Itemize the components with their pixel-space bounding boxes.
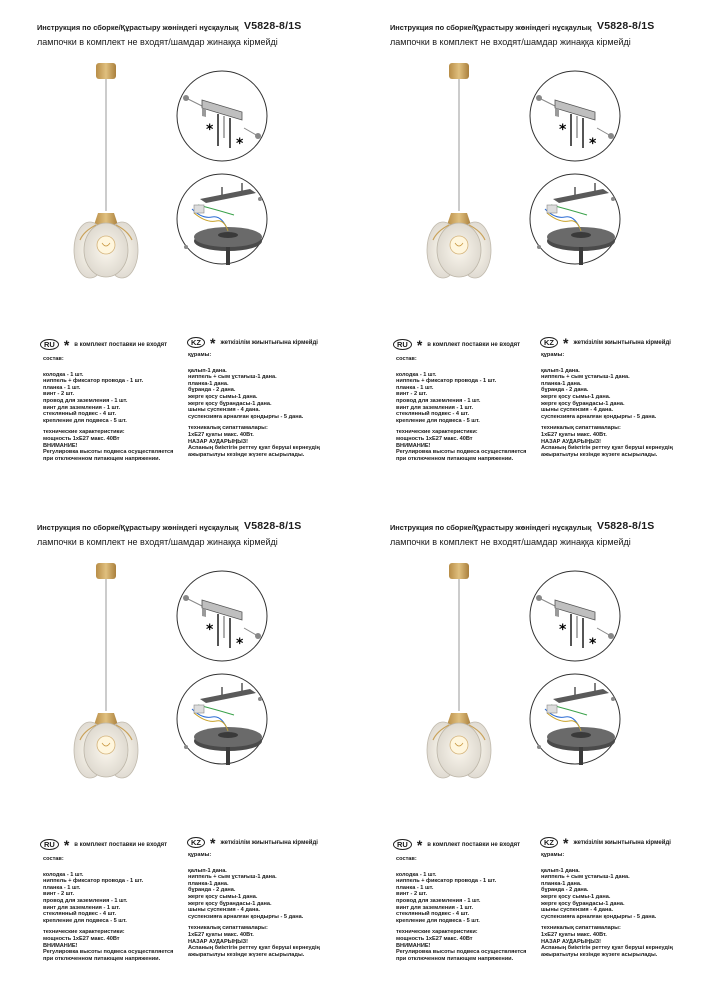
svg-text:*: * — [589, 136, 597, 152]
kz-item: ниппель + сым ұстағыш-1 дана. — [188, 374, 277, 381]
svg-text:*: * — [589, 636, 597, 652]
canopy-wiring-diagram — [172, 169, 272, 269]
ru-language-badge: RU — [393, 339, 412, 350]
kz-item: жерге қосу сымы-1 дана. — [188, 393, 258, 400]
kz-warning-line: Аспаның биіктігін реттеу қуат беруші кернеудің — [541, 945, 673, 952]
kz-text-column — [188, 352, 320, 458]
kz-item: бұранда - 2 дана. — [188, 387, 236, 394]
kz-tech-value: 1хЕ27 қуаты макс. 40Вт. — [541, 431, 607, 438]
kz-warning-title: НАЗАР АУДАРЫҢЫЗ! — [188, 438, 249, 445]
asterisk-icon: * — [210, 834, 216, 851]
kz-language-badge: KZ — [187, 337, 205, 348]
kz-item: бұранда - 2 дана. — [541, 387, 589, 394]
kz-badge-row — [187, 334, 318, 351]
ru-item: ниппель + фиксатор провода - 1 шт. — [396, 878, 497, 885]
pendant-lamp-illustration — [413, 555, 503, 780]
kz-item: жерге қосу сымы-1 дана. — [188, 893, 258, 900]
ru-item: крепление для подвеса - 5 шт. — [43, 417, 127, 424]
ru-item: крепление для подвеса - 5 шт. — [396, 417, 480, 424]
kz-text-column — [541, 852, 673, 958]
ru-tech-value: мощность 1хЕ27 макс. 40Вт — [396, 935, 473, 942]
ru-item: стеклянный подвес - 4 шт. — [396, 911, 470, 918]
instruction-title: Инструкция по сборке/Құрастыру жөніндегі нұсқаулық — [390, 23, 592, 32]
kz-warning-line: ажыратылуы кезінде жүзеге асырылады. — [188, 451, 305, 458]
kz-language-badge: KZ — [540, 337, 558, 348]
ru-warning-title: ВНИМАНИЕ! — [43, 442, 78, 449]
canopy-wiring-diagram — [525, 169, 625, 269]
ru-language-badge: RU — [40, 839, 59, 850]
asterisk-icon: * — [63, 336, 70, 353]
ru-item: винт для заземления - 1 шт. — [396, 404, 474, 411]
ru-item: винт - 2 шт. — [396, 891, 428, 898]
ru-warning-line: при отключенном питающем напряжении. — [43, 955, 161, 962]
ru-tech-label: технические характеристики: — [396, 429, 478, 436]
kz-item: ниппель + сым ұстағыш-1 дана. — [541, 874, 630, 881]
ru-badge-row — [393, 836, 521, 853]
kz-item: қалып-1 дана. — [188, 367, 227, 374]
ru-tech-value: мощность 1хЕ27 макс. 40Вт — [43, 935, 120, 942]
instruction-panel — [353, 500, 706, 1000]
ru-badge-row — [40, 336, 168, 353]
kz-item: суспензияға арналған қондырғы - 5 дана. — [541, 913, 657, 920]
ru-item: крепление для подвеса - 5 шт. — [43, 917, 127, 924]
kz-tech-label: техникалық сипаттамалары: — [188, 425, 268, 432]
ru-item: винт для заземления - 1 шт. — [396, 904, 474, 911]
kz-item: шыны суспензия - 4 дана. — [188, 907, 261, 914]
ru-warning-title: ВНИМАНИЕ! — [43, 942, 78, 949]
ru-asterisk-note: в комплект поставки не входят — [427, 341, 521, 348]
asterisk-icon: * — [563, 334, 569, 351]
kz-badge-row — [187, 834, 318, 851]
kz-item: планка-1 дана. — [541, 380, 582, 387]
ru-item: стеклянный подвес - 4 шт. — [43, 411, 117, 418]
kz-item: қалып-1 дана. — [541, 367, 580, 374]
ru-contents-label: состав: — [43, 356, 64, 362]
ru-tech-value: мощность 1хЕ27 макс. 40Вт — [43, 435, 120, 442]
ru-item: винт - 2 шт. — [43, 891, 75, 898]
asterisk-icon: * — [210, 334, 216, 351]
kz-warning-line: Аспаның биіктігін реттеу қуат беруші кернеудің — [541, 445, 673, 452]
kz-tech-value: 1хЕ27 қуаты макс. 40Вт. — [541, 931, 607, 938]
kz-item: бұранда - 2 дана. — [188, 887, 236, 894]
ru-text-column — [43, 356, 173, 462]
ru-item: ниппель + фиксатор провода - 1 шт. — [396, 378, 497, 385]
kz-item: ниппель + сым ұстағыш-1 дана. — [541, 374, 630, 381]
ru-item: планка - 1 шт. — [396, 384, 434, 391]
kz-item: планка-1 дана. — [188, 380, 229, 387]
kz-item: шыны суспензия - 4 дана. — [541, 407, 614, 414]
ru-badge-row — [393, 336, 521, 353]
mounting-bracket-diagram — [172, 66, 272, 166]
ru-item: провод для заземления - 1 шт. — [396, 897, 481, 904]
kz-warning-line: Аспаның биіктігін реттеу қуат беруші кернеудің — [188, 445, 320, 452]
kz-item: суспензияға арналған қондырғы - 5 дана. — [188, 413, 304, 420]
svg-text:*: * — [559, 622, 567, 638]
ru-language-badge: RU — [40, 339, 59, 350]
asterisk-icon: * — [63, 836, 70, 853]
ru-language-badge: RU — [393, 839, 412, 850]
asterisk-icon: * — [563, 834, 569, 851]
kz-text-column — [541, 352, 673, 458]
instruction-title: Инструкция по сборке/Құрастыру жөніндегі нұсқаулық — [390, 523, 592, 532]
model-number: V5828-8/1S — [244, 20, 302, 32]
ru-contents-label: состав: — [396, 856, 417, 862]
ru-warning-line: Регулировка высоты подвеса осуществляется — [396, 449, 527, 456]
kz-item: планка-1 дана. — [188, 880, 229, 887]
pendant-lamp-illustration — [60, 55, 150, 280]
kz-item: жерге қосу сымы-1 дана. — [541, 893, 611, 900]
ru-item: колодка - 1 шт. — [43, 871, 84, 878]
svg-text:*: * — [559, 122, 567, 138]
mounting-bracket-diagram — [172, 566, 272, 666]
pendant-lamp-illustration — [413, 55, 503, 280]
ru-item: винт для заземления - 1 шт. — [43, 404, 121, 411]
kz-contents-label: құрамы: — [188, 352, 212, 358]
kz-tech-label: техникалық сипаттамалары: — [541, 425, 621, 432]
instruction-panel — [0, 500, 353, 1000]
ru-tech-value: мощность 1хЕ27 макс. 40Вт — [396, 435, 473, 442]
ru-asterisk-note: в комплект поставки не входят — [427, 841, 521, 848]
kz-warning-title: НАЗАР АУДАРЫҢЫЗ! — [541, 938, 602, 945]
kz-item: жерге қосу бұрандасы-1 дана. — [188, 400, 272, 407]
ru-warning-line: при отключенном питающем напряжении. — [396, 955, 514, 962]
ru-tech-label: технические характеристики: — [43, 429, 125, 436]
kz-tech-value: 1хЕ27 қуаты макс. 40Вт. — [188, 431, 254, 438]
kz-item: суспензияға арналған қондырғы - 5 дана. — [188, 913, 304, 920]
kz-tech-label: техникалық сипаттамалары: — [541, 925, 621, 932]
ru-warning-line: при отключенном питающем напряжении. — [43, 455, 161, 462]
ru-item: провод для заземления - 1 шт. — [396, 397, 481, 404]
kz-contents-label: құрамы: — [188, 852, 212, 858]
ru-item: колодка - 1 шт. — [396, 371, 437, 378]
kz-text-column — [188, 852, 320, 958]
instruction-panel — [0, 0, 353, 500]
svg-text:*: * — [206, 122, 214, 138]
bulb-note: лампочки в комплект не входят/шамдар жинаққа кірмейді — [37, 537, 278, 547]
mounting-bracket-diagram — [525, 566, 625, 666]
ru-text-column — [43, 856, 173, 962]
bulb-note: лампочки в комплект не входят/шамдар жинаққа кірмейді — [37, 37, 278, 47]
kz-asterisk-note: жеткізілім жиынтығына кірмейді — [220, 839, 318, 846]
ru-text-column — [396, 856, 526, 962]
instruction-panel — [353, 0, 706, 500]
ru-warning-title: ВНИМАНИЕ! — [396, 442, 431, 449]
ru-badge-row — [40, 836, 168, 853]
ru-item: стеклянный подвес - 4 шт. — [43, 911, 117, 918]
kz-warning-line: ажыратылуы кезінде жүзеге асырылады. — [188, 951, 305, 958]
pendant-lamp-illustration — [60, 555, 150, 780]
kz-asterisk-note: жеткізілім жиынтығына кірмейді — [220, 339, 318, 346]
ru-warning-line: Регулировка высоты подвеса осуществляется — [43, 949, 174, 956]
model-number: V5828-8/1S — [244, 520, 302, 532]
svg-text:*: * — [206, 622, 214, 638]
kz-contents-label: құрамы: — [541, 852, 565, 858]
ru-asterisk-note: в комплект поставки не входят — [74, 841, 168, 848]
kz-item: жерге қосу бұрандасы-1 дана. — [188, 900, 272, 907]
ru-item: винт - 2 шт. — [43, 391, 75, 398]
ru-text-column — [396, 356, 526, 462]
kz-language-badge: KZ — [187, 837, 205, 848]
kz-item: шыны суспензия - 4 дана. — [541, 907, 614, 914]
kz-asterisk-note: жеткізілім жиынтығына кірмейді — [573, 839, 671, 846]
kz-item: планка-1 дана. — [541, 880, 582, 887]
ru-warning-line: Регулировка высоты подвеса осуществляется — [396, 949, 527, 956]
kz-badge-row — [540, 334, 671, 351]
kz-badge-row — [540, 834, 671, 851]
ru-item: крепление для подвеса - 5 шт. — [396, 917, 480, 924]
ru-item: планка - 1 шт. — [43, 884, 81, 891]
kz-contents-label: құрамы: — [541, 352, 565, 358]
ru-item: ниппель + фиксатор провода - 1 шт. — [43, 878, 144, 885]
model-number: V5828-8/1S — [597, 20, 655, 32]
kz-warning-line: Аспаның биіктігін реттеу қуат беруші кернеудің — [188, 945, 320, 952]
asterisk-icon: * — [416, 836, 423, 853]
ru-warning-line: при отключенном питающем напряжении. — [396, 455, 514, 462]
bulb-note: лампочки в комплект не входят/шамдар жинаққа кірмейді — [390, 537, 631, 547]
kz-warning-title: НАЗАР АУДАРЫҢЫЗ! — [188, 938, 249, 945]
kz-tech-value: 1хЕ27 қуаты макс. 40Вт. — [188, 931, 254, 938]
kz-item: ниппель + сым ұстағыш-1 дана. — [188, 874, 277, 881]
kz-item: қалып-1 дана. — [541, 867, 580, 874]
kz-item: бұранда - 2 дана. — [541, 887, 589, 894]
instruction-title: Инструкция по сборке/Құрастыру жөніндегі нұсқаулық — [37, 523, 239, 532]
kz-item: шыны суспензия - 4 дана. — [188, 407, 261, 414]
ru-item: винт - 2 шт. — [396, 391, 428, 398]
svg-text:*: * — [236, 136, 244, 152]
instruction-title: Инструкция по сборке/Құрастыру жөніндегі нұсқаулық — [37, 23, 239, 32]
ru-item: провод для заземления - 1 шт. — [43, 897, 128, 904]
canopy-wiring-diagram — [525, 669, 625, 769]
svg-text:*: * — [236, 636, 244, 652]
kz-warning-line: ажыратылуы кезінде жүзеге асырылады. — [541, 951, 658, 958]
ru-item: ниппель + фиксатор провода - 1 шт. — [43, 378, 144, 385]
kz-warning-line: ажыратылуы кезінде жүзеге асырылады. — [541, 451, 658, 458]
kz-language-badge: KZ — [540, 837, 558, 848]
asterisk-icon: * — [416, 336, 423, 353]
mounting-bracket-diagram — [525, 66, 625, 166]
canopy-wiring-diagram — [172, 669, 272, 769]
ru-contents-label: состав: — [396, 356, 417, 362]
kz-asterisk-note: жеткізілім жиынтығына кірмейді — [573, 339, 671, 346]
ru-tech-label: технические характеристики: — [43, 929, 125, 936]
ru-item: колодка - 1 шт. — [396, 871, 437, 878]
ru-item: винт для заземления - 1 шт. — [43, 904, 121, 911]
ru-warning-title: ВНИМАНИЕ! — [396, 942, 431, 949]
kz-item: жерге қосу сымы-1 дана. — [541, 393, 611, 400]
kz-item: қалып-1 дана. — [188, 867, 227, 874]
ru-item: колодка - 1 шт. — [43, 371, 84, 378]
ru-tech-label: технические характеристики: — [396, 929, 478, 936]
ru-asterisk-note: в комплект поставки не входят — [74, 341, 168, 348]
kz-warning-title: НАЗАР АУДАРЫҢЫЗ! — [541, 438, 602, 445]
bulb-note: лампочки в комплект не входят/шамдар жинаққа кірмейді — [390, 37, 631, 47]
model-number: V5828-8/1S — [597, 520, 655, 532]
kz-item: суспензияға арналған қондырғы - 5 дана. — [541, 413, 657, 420]
kz-tech-label: техникалық сипаттамалары: — [188, 925, 268, 932]
kz-item: жерге қосу бұрандасы-1 дана. — [541, 400, 625, 407]
ru-item: планка - 1 шт. — [43, 384, 81, 391]
ru-item: планка - 1 шт. — [396, 884, 434, 891]
kz-item: жерге қосу бұрандасы-1 дана. — [541, 900, 625, 907]
ru-item: провод для заземления - 1 шт. — [43, 397, 128, 404]
ru-contents-label: состав: — [43, 856, 64, 862]
ru-warning-line: Регулировка высоты подвеса осуществляется — [43, 449, 174, 456]
ru-item: стеклянный подвес - 4 шт. — [396, 411, 470, 418]
